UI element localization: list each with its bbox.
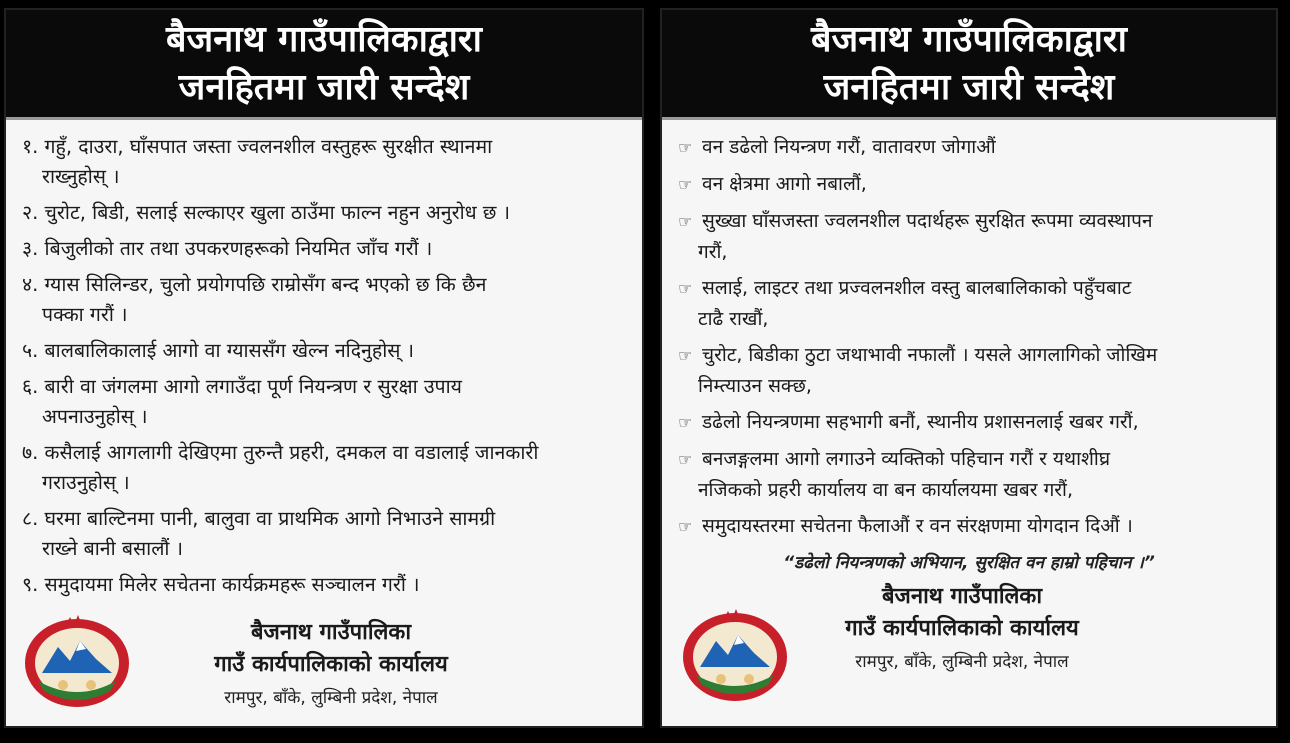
list-item-text: समुदायस्तरमा सचेतना फैलाऔं र वन संरक्षणमा योगदान दिऔं । bbox=[702, 515, 1133, 537]
list-item bbox=[22, 336, 626, 366]
list-item bbox=[678, 273, 1260, 334]
list-item-text: सुख्खा घाँसजस्ता ज्वलनशील पदार्थहरू सुरक्षित रूपमा व्यवस्थापन bbox=[702, 210, 1153, 232]
list-item-text: बनजङ्गलमा आगो लगाउने व्यक्तिको पहिचान गरौं र यथाशीघ्र bbox=[702, 448, 1111, 470]
list-item bbox=[678, 132, 1260, 163]
list-item-continuation: राख्ने बानी बसालौं । bbox=[42, 537, 184, 560]
list-item-text: ४. ग्यास सिलिन्डर, चुलो प्रयोगपछि राम्रोसँग बन्द भएको छ कि छैन bbox=[22, 273, 487, 296]
list-item-text: १. गहुँ, दाउरा, घाँसपात जस्ता ज्वलनशील वस्तुहरू सुरक्षीत स्थानमा bbox=[22, 135, 493, 158]
right-notice-header bbox=[662, 10, 1276, 120]
list-item-continuation: अपनाउनुहोस् । bbox=[42, 405, 148, 428]
list-item-continuation: टाढै राखौं, bbox=[698, 308, 769, 330]
list-item-text: डढेलो नियन्त्रणमा सहभागी बनौं, स्थानीय प्रशासनलाई खबर गरौं, bbox=[702, 411, 1139, 433]
list-item bbox=[22, 372, 626, 432]
header-title-line1: बैजनाथ गाउँपालिकाद्वारा bbox=[811, 18, 1127, 60]
list-item bbox=[678, 206, 1260, 267]
pointing-hand-icon: ☞ bbox=[678, 138, 693, 157]
list-item-text: ५. बालबालिकालाई आगो वा ग्याससँग खेल्न नदिनुहोस् । bbox=[22, 339, 415, 362]
list-item bbox=[678, 340, 1260, 401]
office-address: रामपुर, बाँके, लुम्बिनी प्रदेश, नेपाल bbox=[224, 688, 438, 708]
list-item-text: वन डढेलो नियन्त्रण गरौं, वातावरण जोगाऔं bbox=[702, 136, 996, 158]
list-item bbox=[678, 444, 1260, 505]
office-block bbox=[156, 617, 506, 715]
left-office-footer bbox=[6, 611, 642, 726]
office-name: बैजनाथ गाउँपालिका bbox=[881, 584, 1043, 609]
office-name: बैजनाथ गाउँपालिका bbox=[250, 620, 412, 645]
header-title-line2: जनहितमा जारी सन्देश bbox=[178, 66, 470, 108]
nepal-emblem-icon bbox=[676, 605, 794, 705]
pointing-hand-icon: ☞ bbox=[678, 450, 693, 469]
list-item-text: ६. बारी वा जंगलमा आगो लगाउँदा पूर्ण नियन्त्रण र सुरक्षा उपाय bbox=[22, 375, 462, 398]
list-item bbox=[22, 504, 626, 564]
list-item bbox=[22, 270, 626, 330]
pointing-hand-icon: ☞ bbox=[678, 413, 693, 432]
list-item-text: ३. बिजुलीको तार तथा उपकरणहरूको नियमित जाँच गरौं । bbox=[22, 237, 433, 260]
header-title-line2: जनहितमा जारी सन्देश bbox=[823, 66, 1115, 108]
office-department: गाउँ कार्यपालिकाको कार्यालय bbox=[845, 616, 1079, 641]
list-item bbox=[22, 234, 626, 264]
pointing-hand-icon: ☞ bbox=[678, 279, 693, 298]
list-item-text: ७. कसैलाई आगलागी देखिएमा तुरुन्तै प्रहरी, दमकल वा वडालाई जानकारी bbox=[22, 441, 539, 464]
office-block bbox=[792, 581, 1132, 679]
list-item-continuation: निम्त्याउन सक्छ, bbox=[698, 375, 812, 397]
pointing-hand-icon: ☞ bbox=[678, 212, 693, 231]
office-address: रामपुर, बाँके, लुम्बिनी प्रदेश, नेपाल bbox=[855, 652, 1069, 672]
list-item-text: चुरोट, बिडीका ठुटा जथाभावी नफालौं । यसले आगलागिको जोखिम bbox=[702, 344, 1158, 366]
list-item bbox=[22, 132, 626, 192]
list-item-continuation: गराउनुहोस् । bbox=[42, 471, 130, 494]
office-department: गाउँ कार्यपालिकाको कार्यालय bbox=[214, 652, 448, 677]
list-item bbox=[678, 407, 1260, 438]
pointing-hand-icon: ☞ bbox=[678, 175, 693, 194]
list-item-text: वन क्षेत्रमा आगो नबालौं, bbox=[702, 173, 867, 195]
list-item-text: ९. समुदायमा मिलेर सचेतना कार्यक्रमहरू सञ्चालन गरौं । bbox=[22, 573, 420, 596]
list-item-text: ८. घरमा बाल्टिनमा पानी, बालुवा वा प्राथमिक आगो निभाउने सामग्री bbox=[22, 507, 496, 530]
header-title-line1: बैजनाथ गाउँपालिकाद्वारा bbox=[166, 18, 482, 60]
list-item-text: सलाई, लाइटर तथा प्रज्वलनशील वस्तु बालबालिकाको पहुँचबाट bbox=[702, 277, 1132, 299]
list-item-continuation: नजिकको प्रहरी कार्यालय वा बन कार्यालयमा खबर गरौं, bbox=[698, 479, 1074, 501]
right-notice-panel bbox=[660, 8, 1278, 728]
list-item bbox=[22, 570, 626, 600]
list-item bbox=[22, 438, 626, 498]
list-item bbox=[22, 198, 626, 228]
list-item-continuation: पक्का गरौं । bbox=[42, 303, 128, 326]
pointing-hand-icon: ☞ bbox=[678, 517, 693, 536]
left-notice-header bbox=[6, 10, 642, 120]
nepal-emblem-icon bbox=[18, 611, 136, 711]
left-notice-panel bbox=[4, 8, 644, 728]
left-notice-body bbox=[6, 120, 642, 726]
right-office-footer bbox=[662, 571, 1276, 726]
pointing-hand-icon: ☞ bbox=[678, 346, 693, 365]
list-item bbox=[678, 169, 1260, 200]
campaign-slogan: “डढेलो नियन्त्रणको अभियान, सुरक्षित वन हाम्रो पहिचान ।” bbox=[783, 553, 1155, 573]
list-item bbox=[678, 511, 1260, 542]
right-notice-body bbox=[662, 120, 1276, 726]
list-item-continuation: राख्नुहोस् । bbox=[42, 165, 120, 188]
list-item-continuation: गरौं, bbox=[698, 241, 728, 263]
list-item-text: २. चुरोट, बिडी, सलाई सल्काएर खुला ठाउँमा फाल्न नहुन अनुरोध छ । bbox=[22, 201, 511, 224]
